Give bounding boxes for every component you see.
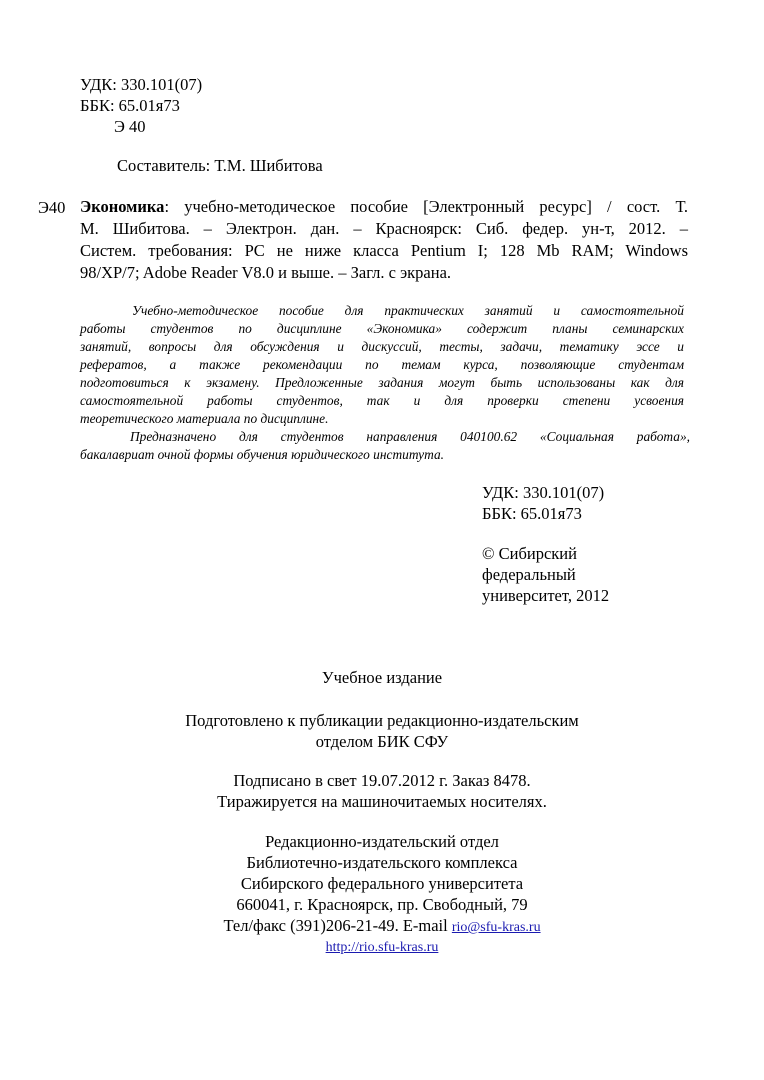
website-line bbox=[0, 935, 764, 958]
record-line-1 bbox=[80, 197, 688, 217]
annotation-line: работы студентов по дисциплине «Экономика» содержит планы семинарских bbox=[80, 321, 684, 336]
publisher-line: 660041, г. Красноярск, пр. Свободный, 79 bbox=[236, 895, 528, 914]
annotation-line: бакалавриат очной формы обучения юридического института. bbox=[80, 447, 444, 462]
email-link[interactable]: rio@sfu-kras.ru bbox=[451, 920, 541, 935]
copyright-line: федеральный bbox=[482, 565, 576, 584]
prepared-line: отделом БИК СФУ bbox=[315, 732, 449, 751]
record-line-2: М. Шибитова. – Электрон. дан. – Красноярск: Сиб. федер. ун-т, 2012. – bbox=[80, 219, 688, 238]
annotation-line: Предназначено для студентов направления 040100.62 «Социальная работа», bbox=[130, 429, 690, 444]
website-link[interactable]: http://rio.sfu-kras.ru bbox=[325, 940, 439, 955]
annotation-line: рефератов, а также рекомендации по темам курса, позволяющие студентам bbox=[80, 357, 684, 372]
record-line-4: 98/XP/7; Adobe Reader V8.0 и выше. – Загл. с экрана. bbox=[80, 263, 452, 282]
copyright-line: университет, 2012 bbox=[482, 586, 610, 605]
bbk-code: ББК: 65.01я73 bbox=[80, 96, 180, 115]
annotation-line: теоретического материала по дисциплине. bbox=[80, 411, 329, 426]
udk-code: УДК: 330.101(07) bbox=[80, 75, 203, 94]
record-prefix: Э40 bbox=[38, 198, 66, 217]
publisher-line: Сибирского федерального университета bbox=[240, 874, 524, 893]
annotation-line: подготовиться к экзамену. Предложенные задания могут быть использованы как для bbox=[80, 375, 684, 390]
record-line-3: Систем. требования: PC не ниже класса Pentium I; 128 Mb RAM; Windows bbox=[80, 241, 688, 260]
annotation-line: самостоятельной работы студентов, так и для проверки степени усвоения bbox=[80, 393, 684, 408]
phone-label: Тел/факс (391)206-21-49. E-mail bbox=[223, 916, 452, 935]
annotation-line: занятий, вопросы для обсуждения и дискуссий, тесты, задачи, тематику эссе и bbox=[80, 339, 684, 354]
annotation-line: Учебно-методическое пособие для практических занятий и самостоятельной bbox=[132, 303, 684, 318]
publisher-line: Библиотечно-издательского комплекса bbox=[246, 853, 518, 872]
author-sign: Э 40 bbox=[114, 117, 146, 136]
signed-line: Подписано в свет 19.07.2012 г. Заказ 8478. bbox=[233, 771, 531, 790]
record-line-1-text: : учебно-методическое пособие [Электронный ресурс] / сост. Т. bbox=[164, 197, 688, 216]
copyright-line: © Сибирский bbox=[482, 544, 577, 563]
record-title: Экономика bbox=[80, 197, 165, 216]
udk-code-right: УДК: 330.101(07) bbox=[482, 483, 605, 502]
edition-type: Учебное издание bbox=[321, 668, 443, 687]
signed-line: Тиражируется на машиночитаемых носителях. bbox=[217, 792, 547, 811]
publisher-line: Редакционно-издательский отдел bbox=[265, 832, 499, 851]
bbk-code-right: ББК: 65.01я73 bbox=[482, 504, 582, 523]
compiler-line: Составитель: Т.М. Шибитова bbox=[117, 156, 323, 175]
prepared-line: Подготовлено к публикации редакционно-издательским bbox=[185, 711, 579, 730]
